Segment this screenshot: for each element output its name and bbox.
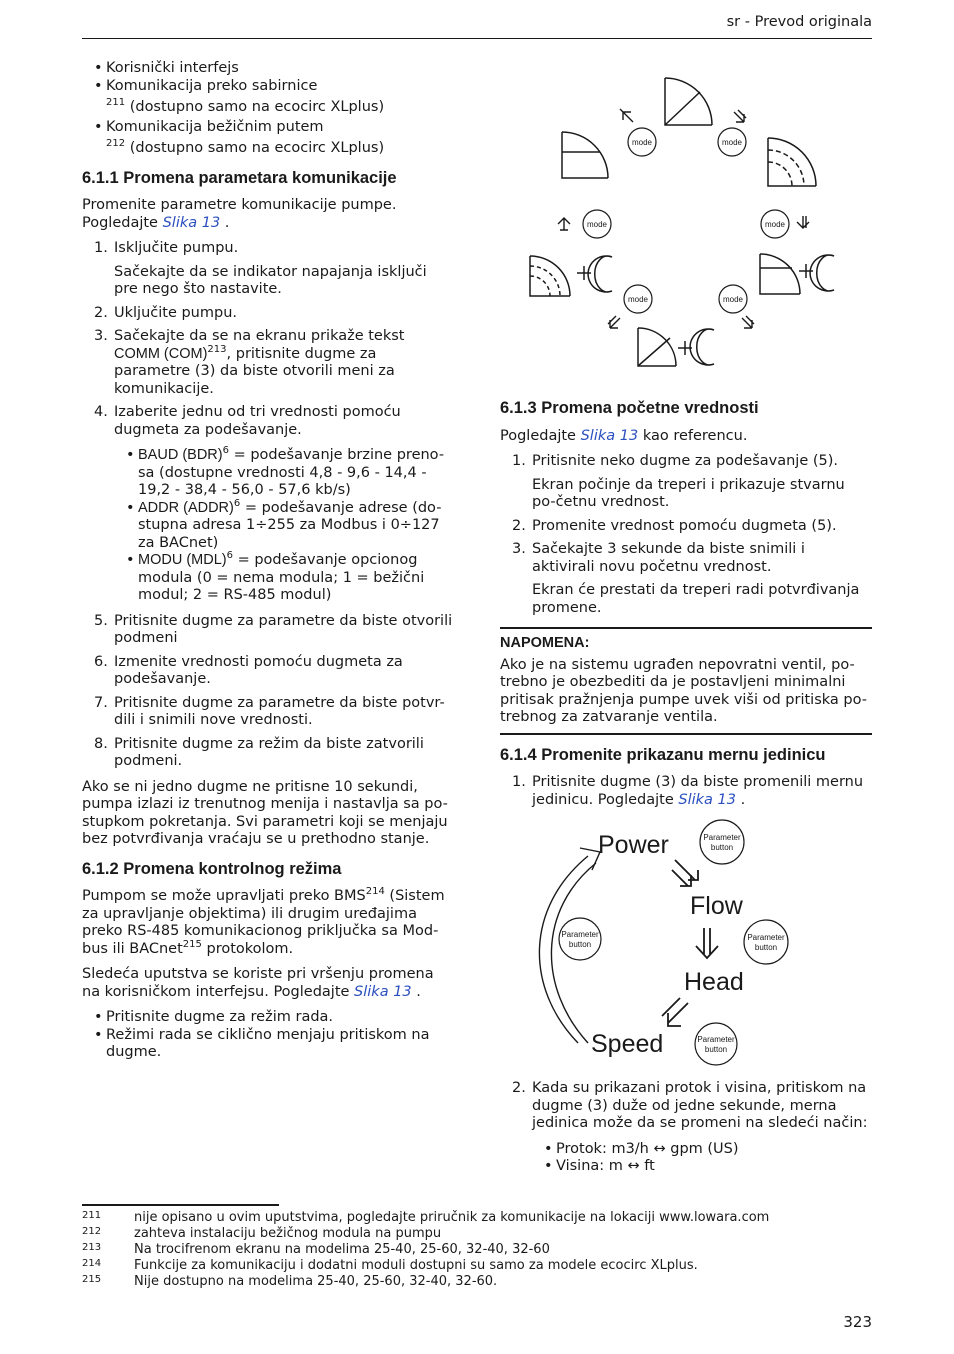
step-number: 1.	[512, 453, 526, 469]
step: 1. Pritisnite dugme (3) da biste promenili mernu jedinicu. Pogledajte Slika 13 .	[512, 774, 864, 808]
left-column	[82, 60, 454, 1070]
parameter-button-label: button	[568, 940, 592, 949]
step	[500, 518, 872, 536]
running-header: sr - Prevod originala	[726, 14, 872, 30]
option-item	[126, 447, 454, 500]
step-text: Isključite pumpu.	[114, 240, 239, 256]
option-text: = podešavanje opcionog modula (0 = nema modula; 1 = bežični modul; 2 = RS-485 modul)	[138, 552, 425, 603]
step	[82, 736, 454, 771]
proportional-pressure-icon	[665, 78, 712, 125]
constant-pressure-icon	[562, 132, 608, 178]
footnote-ref: 213	[207, 343, 227, 355]
step	[82, 404, 454, 439]
footnote-text: Funkcije za komunikaciju i dodatni moduli dostupni su samo za modele ecocirc XLplus.	[134, 1258, 698, 1273]
step-text: Pritisnite neko dugme za podešavanje (5).	[532, 453, 839, 469]
parameter-button-label: Parameter	[703, 833, 741, 842]
list-item-text: Pritisnite dugme za režim rada.	[106, 1009, 334, 1025]
mode-list	[82, 1009, 454, 1062]
step-text: Pritisnite dugme (3) da biste promenili mernu jedinicu. Pogledajte	[532, 774, 864, 808]
down-right-arrow	[672, 860, 698, 886]
footnote-text: nije opisano u ovim uputstvima, pogledajte priručnik za komunikacije na lokaciji www.lowara.com	[134, 1210, 770, 1225]
mode-button-label: mode	[721, 138, 743, 147]
note-text: Ako je na sistemu ugrađen nepovratni ventil, po-trebno je obezbediti da je postavljeni minimalni pritisak pražnjenja pumpe uvek viši od pritiska po-trebnog za zatvaranje ventila.	[500, 656, 867, 725]
footnote-number: 211	[82, 1210, 102, 1221]
step-number: 2.	[512, 1080, 526, 1096]
right-column-bottom	[500, 1080, 872, 1184]
availability-note	[82, 99, 454, 117]
parameter-button[interactable]	[695, 1023, 737, 1065]
footnote-number: 214	[82, 1258, 102, 1269]
footnote-ref: 6	[226, 550, 233, 562]
step-text: Uključite pumpu.	[114, 304, 237, 321]
option-item	[126, 497, 454, 553]
mode-button-label: mode	[764, 220, 786, 229]
figure-link[interactable]: Slika 13	[580, 427, 639, 444]
constant-speed-night-icon	[530, 256, 612, 296]
step	[82, 240, 454, 258]
interface-list	[82, 60, 454, 95]
head-label: Head	[684, 968, 744, 996]
header-rule	[82, 38, 872, 39]
note-box	[500, 627, 872, 735]
step-text: Izaberite jednu od tri vrednosti pomoću dugmeta za podešavanje.	[114, 404, 401, 438]
step-text: Sačekajte da se na ekranu prikaže tekst	[114, 328, 405, 344]
step-number: 3.	[512, 541, 526, 557]
mode-cycle-diagram	[520, 70, 850, 375]
mode-button-label: mode	[586, 220, 608, 229]
paragraph-text: Pumpom se može upravljati preko BMS	[82, 888, 366, 904]
unit-list	[500, 1141, 872, 1176]
step-number: 2.	[94, 304, 108, 321]
flow-label: Flow	[690, 892, 743, 920]
procedure-steps	[500, 1080, 872, 1133]
display-code: COMM (COM)	[114, 345, 208, 362]
step-text: , pritisnite dugme za parametre (3) da biste otvorili meni za komunikacije.	[114, 345, 395, 397]
footnote-ref: 212	[106, 138, 126, 150]
procedure-steps	[82, 240, 454, 258]
step-text: Promenite vrednost pomoću dugmeta (5).	[532, 517, 837, 534]
list-item	[544, 1141, 872, 1159]
step-text: Pritisnite dugme za režim da biste zatvorili podmeni.	[114, 735, 424, 769]
step	[82, 654, 454, 689]
list-item-text: Komunikacija preko sabirnice	[106, 77, 318, 94]
mode-button-label: mode	[722, 295, 744, 304]
option-text: = podešavanje brzine preno-sa (dostupne vrednosti 4,8 - 9,6 - 14,4 - 19,2 - 38,4 - 56,0 - 57,6 kb/s)	[138, 447, 445, 498]
step-note: Sačekajte da se indikator napajanja isključi pre nego što nastavite.	[114, 263, 427, 297]
speed-label: Speed	[591, 1030, 664, 1058]
figure-link[interactable]: Slika 13	[678, 791, 736, 808]
procedure-steps	[500, 774, 872, 809]
step	[82, 328, 454, 398]
step	[82, 305, 454, 323]
footnote-rule	[82, 1204, 279, 1206]
power-label: Power	[598, 831, 669, 859]
step-text: Kada su prikazani protok i visina, pritiskom na dugme (3) duže od jedne sekunde, merna jedinica može da se promeni na sledeći način:	[532, 1080, 868, 1131]
figure-link[interactable]: Slika 13	[354, 983, 412, 1000]
footnote-ref: 6	[233, 497, 241, 509]
list-item	[94, 1009, 454, 1027]
footnote-number: 215	[82, 1274, 102, 1285]
step-number: 1.	[94, 240, 108, 256]
step-note: Ekran počinje da treperi i prikazuje stvarnu po-četnu vrednost.	[532, 476, 845, 510]
step-note: Ekran će prestati da treperi radi potvrđivanja promene.	[532, 582, 860, 616]
list-item-text: Režimi rada se ciklično menjaju pritiskom na dugme.	[106, 1026, 430, 1060]
step	[500, 453, 872, 471]
parameter-button[interactable]	[700, 820, 744, 864]
paragraph: Sledeća uputstva se koriste pri vršenju promena na korisničkom interfejsu. Pogledajte Slika 13 .	[82, 966, 434, 1000]
list-item-text: Protok: m3/h ↔ gpm (US)	[556, 1140, 739, 1157]
constant-pressure-night-icon	[760, 254, 834, 294]
step-text: Pritisnite dugme za parametre da biste otvorili podmeni	[114, 612, 453, 646]
step	[500, 541, 872, 576]
availability-note	[82, 140, 454, 158]
list-item	[94, 78, 454, 96]
step-text: Sačekajte 3 sekunde da biste snimili i aktivirali novu početnu vrednost.	[532, 541, 805, 575]
step-text: Izmenite vrednosti pomoću dugmeta za podešavanje.	[114, 653, 403, 687]
footnote-text: Na trocifrenom ekranu na modelima 25-40, 25-60, 32-40, 32-60	[134, 1242, 550, 1257]
paragraph: Ako se ni jedno dugme ne pritisne 10 sekundi, pumpa izlazi iz trenutnog menija i nastavlja sa po-stupkom pokretanja. Svi parametri koji se menjaju bez potvrđivanja vraćaju se u prethodno stanje.	[82, 778, 448, 847]
option-text: = podešavanje adrese (do-stupna adresa 1÷255 za Modbus i 0÷127 za BACnet)	[138, 499, 442, 551]
list-item	[94, 119, 454, 137]
option-list	[82, 447, 454, 605]
display-code: ADDR (ADDR)	[138, 499, 234, 516]
right-column	[500, 388, 872, 817]
paragraph-text: Promenite parametre komunikacije pumpe. Pogledajte	[82, 197, 397, 231]
paragraph	[82, 888, 454, 958]
constant-speed-icon	[768, 138, 816, 186]
paragraph: Promenite parametre komunikacije pumpe. Pogledajte Slika 13 .	[82, 197, 397, 231]
parameter-cycle-diagram	[530, 818, 800, 1068]
procedure-steps	[500, 518, 872, 577]
parameter-button[interactable]	[744, 920, 788, 964]
step-number: 4.	[94, 404, 108, 420]
procedure-steps	[82, 305, 454, 440]
footnote-text: zahteva instalaciju bežičnog modula na pumpu	[134, 1226, 442, 1241]
page-number: 323	[843, 1313, 872, 1331]
mode-button-label: mode	[631, 138, 653, 147]
interface-list	[82, 119, 454, 137]
footnote-ref: 211	[106, 97, 126, 109]
paragraph	[500, 428, 872, 446]
step	[500, 1080, 872, 1133]
footnote-ref: 6	[222, 445, 229, 457]
step-number: 7.	[94, 694, 108, 711]
list-item	[94, 60, 454, 78]
procedure-steps	[500, 453, 872, 471]
step-number: 1.	[512, 774, 526, 790]
procedure-steps	[82, 613, 454, 771]
list-item	[94, 1027, 454, 1062]
parameter-button[interactable]	[559, 918, 601, 960]
section-heading: 6.1.3 Promena početne vrednosti	[500, 399, 759, 417]
parameter-button-label: Parameter	[697, 1035, 735, 1044]
display-code: BAUD (BDR)	[138, 447, 223, 463]
figure-link[interactable]: Slika 13	[162, 214, 221, 231]
list-item	[544, 1158, 872, 1176]
step-number: 5.	[94, 612, 108, 629]
paragraph-text: protokolom.	[206, 940, 294, 957]
note-title: NAPOMENA:	[500, 635, 590, 651]
proportional-pressure-night-icon	[638, 328, 714, 366]
paragraph-text: kao referencu.	[642, 427, 748, 444]
section-heading: 6.1.2 Promena kontrolnog režima	[82, 859, 342, 878]
paragraph-text: Pogledajte	[500, 427, 576, 444]
down-arrow	[696, 928, 718, 958]
list-item-text: Komunikacija bežičnim putem	[106, 118, 324, 135]
footnote-ref: 215	[182, 938, 202, 950]
parameter-button-label: button	[710, 843, 734, 852]
mode-button-label: mode	[627, 295, 649, 304]
paragraph-text: Sledeća uputstva se koriste pri vršenju promena na korisničkom interfejsu. Pogledajte	[82, 966, 434, 1000]
availability-note-text: (dostupno samo na ecocirc XLplus)	[129, 140, 385, 156]
step-number: 6.	[94, 653, 108, 670]
parameter-button-label: Parameter	[747, 933, 785, 942]
option-item	[126, 552, 454, 605]
footnote-text: Nije dostupno na modelima 25-40, 25-60, 32-40, 32-60.	[134, 1274, 498, 1289]
parameter-button-label: button	[754, 943, 778, 952]
display-code: MODU (MDL)	[138, 552, 227, 568]
paragraph-text: (Sistem za upravljanje objektima) ili drugim uređajima preko RS-485 komunikacionog priključka sa Mod-bus ili BACnet	[82, 888, 445, 957]
step	[82, 613, 454, 648]
parameter-button-label: button	[704, 1045, 728, 1054]
footnote-number: 212	[82, 1226, 102, 1237]
availability-note-text: (dostupno samo na ecocirc XLplus)	[129, 99, 385, 115]
step-number: 3.	[94, 328, 108, 344]
parameter-button-label: Parameter	[561, 930, 599, 939]
list-item-text: Korisnički interfejs	[106, 60, 239, 76]
footnote-ref: 214	[365, 886, 385, 898]
cycle-arrowhead	[580, 848, 600, 870]
step-number: 8.	[94, 735, 108, 752]
section-heading: 6.1.1 Promena parametara komunikacije	[82, 168, 397, 187]
section-heading: 6.1.4 Promenite prikazanu mernu jedinicu	[500, 745, 826, 764]
footnote-number: 213	[82, 1242, 102, 1253]
step	[82, 695, 454, 730]
list-item-text: Visina: m ↔ ft	[556, 1158, 655, 1174]
step-number: 2.	[512, 517, 526, 534]
step-text: Pritisnite dugme za parametre da biste potvr-dili i snimili nove vrednosti.	[114, 694, 445, 728]
down-left-arrow	[662, 998, 688, 1026]
